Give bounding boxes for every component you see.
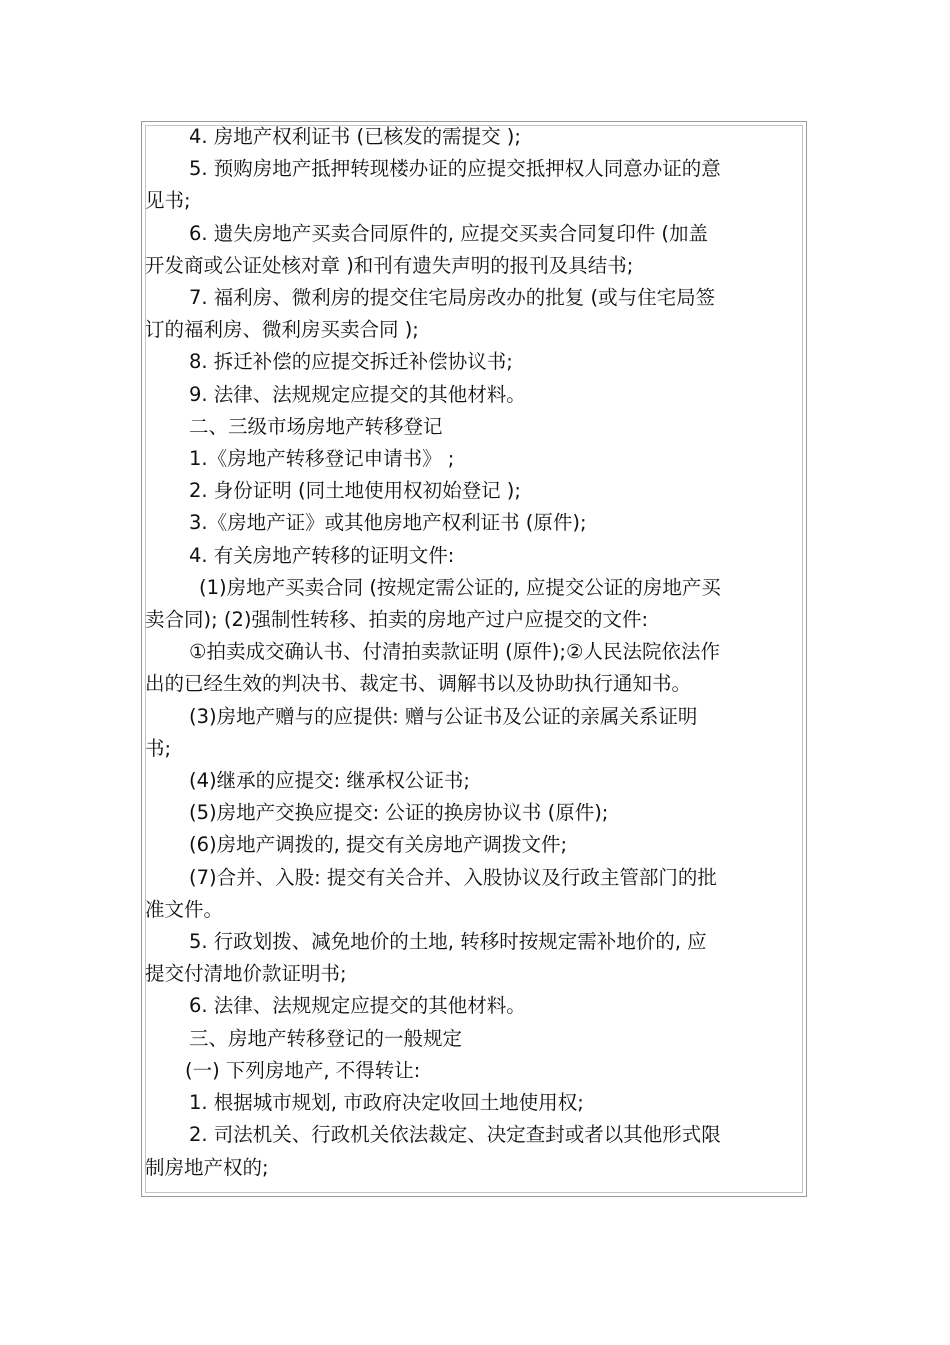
- paragraph-2-line-2: 见书;: [145, 189, 191, 213]
- paragraph-8-line-1: 1.《房地产转移登记申请书》 ;: [189, 447, 455, 471]
- paragraph-5-line-1: 8. 拆迁补偿的应提交拆迁补偿协议书;: [189, 350, 513, 374]
- paragraph-10-line-1: 3.《房地产证》或其他房地产权利证书 (原件);: [189, 511, 587, 535]
- paragraph-12-line-2: 卖合同); (2)强制性转移、拍卖的房地产过户应提交的文件:: [145, 608, 649, 632]
- paragraph-21-line-1: 三、房地产转移登记的一般规定: [189, 1026, 463, 1050]
- paragraph-13-line-1: ①拍卖成交确认书、付清拍卖款证明 (原件);②人民法院依法作: [189, 640, 720, 664]
- paragraph-4-line-2: 订的福利房、微利房买卖合同 );: [145, 318, 419, 342]
- paragraph-6-line-1: 9. 法律、法规规定应提交的其他材料。: [189, 382, 526, 406]
- paragraph-2-line-1: 5. 预购房地产抵押转现楼办证的应提交抵押权人同意办证的意: [189, 157, 721, 181]
- paragraph-13-line-2: 出的已经生效的判决书、裁定书、调解书以及协助执行通知书。: [145, 672, 692, 696]
- paragraph-18-line-1: (7)合并、入股: 提交有关合并、入股协议及行政主管部门的批: [189, 865, 717, 889]
- paragraph-19-line-1: 5. 行政划拨、减免地价的土地, 转移时按规定需补地价的, 应: [189, 930, 707, 954]
- paragraph-14-line-2: 书;: [145, 736, 172, 760]
- paragraph-22-line-1: (一) 下列房地产, 不得转让:: [185, 1058, 421, 1082]
- paragraph-20-line-1: 6. 法律、法规规定应提交的其他材料。: [189, 994, 526, 1018]
- paragraph-18-line-2: 准文件。: [145, 897, 224, 921]
- paragraph-9-line-1: 2. 身份证明 (同土地使用权初始登记 );: [189, 479, 521, 503]
- paragraph-7-line-1: 二、三级市场房地产转移登记: [189, 414, 443, 438]
- document-body: [145, 121, 799, 1184]
- paragraph-14-line-1: (3)房地产赠与的应提供: 赠与公证书及公证的亲属关系证明: [189, 704, 698, 728]
- paragraph-24-line-1: 2. 司法机关、行政机关依法裁定、决定查封或者以其他形式限: [189, 1123, 721, 1147]
- paragraph-3-line-1: 6. 遗失房地产买卖合同原件的, 应提交买卖合同复印件 (加盖: [189, 221, 709, 245]
- paragraph-17-line-1: (6)房地产调拨的, 提交有关房地产调拨文件;: [189, 833, 568, 857]
- paragraph-11-line-1: 4. 有关房地产转移的证明文件:: [189, 543, 455, 567]
- paragraph-4-line-1: 7. 福利房、微利房的提交住宅局房改办的批复 (或与住宅局签: [189, 286, 716, 310]
- paragraph-24-line-2: 制房地产权的;: [145, 1155, 269, 1179]
- paragraph-16-line-1: (5)房地产交换应提交: 公证的换房协议书 (原件);: [189, 801, 609, 825]
- paragraph-3-line-2: 开发商或公证处核对章 )和刊有遗失声明的报刊及具结书;: [145, 253, 634, 277]
- paragraph-15-line-1: (4)继承的应提交: 继承权公证书;: [189, 769, 470, 793]
- paragraph-1-line-1: 4. 房地产权利证书 (已核发的需提交 );: [189, 125, 521, 148]
- paragraph-23-line-1: 1. 根据城市规划, 市政府决定收回土地使用权;: [189, 1091, 584, 1115]
- paragraph-19-line-2: 提交付清地价款证明书;: [145, 962, 347, 986]
- paragraph-12-line-1: (1)房地产买卖合同 (按规定需公证的, 应提交公证的房地产买: [199, 575, 721, 599]
